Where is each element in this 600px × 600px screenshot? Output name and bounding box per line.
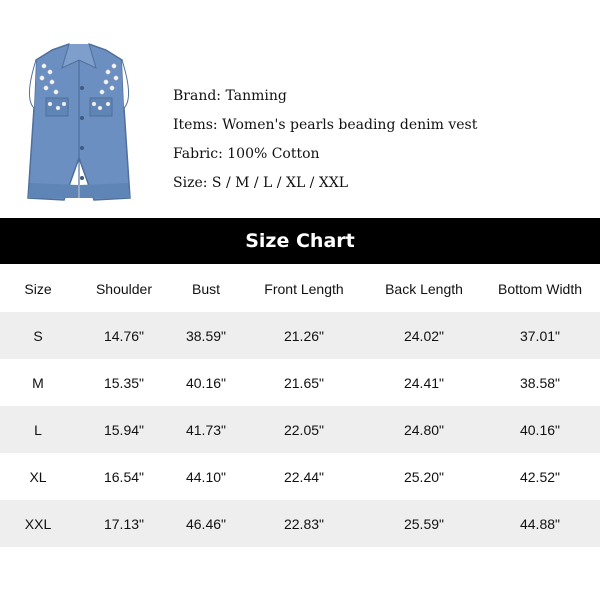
- table-cell: 22.05": [283, 421, 324, 438]
- table-row: [0, 406, 600, 453]
- denim-vest-image: [14, 38, 144, 208]
- table-row: [0, 312, 600, 359]
- table-cell: S: [33, 327, 43, 344]
- table-cell: 22.83": [283, 515, 324, 532]
- table-cell: 22.44": [283, 468, 324, 485]
- table-cell: XL: [29, 468, 47, 485]
- table-cell: 38.58": [519, 374, 560, 391]
- size-chart-banner: [0, 218, 600, 264]
- table-cell: 17.13": [103, 515, 144, 532]
- size-text: Size: S / M / L / XL / XXL: [173, 175, 349, 191]
- table-header-row: [0, 265, 600, 312]
- table-cell: 24.80": [403, 421, 444, 438]
- table-cell: 21.26": [283, 327, 324, 344]
- table-cell: 21.65": [283, 374, 324, 391]
- table-cell: 44.88": [519, 515, 560, 532]
- table-cell: 42.52": [519, 468, 560, 485]
- table-cell: 40.16": [519, 421, 560, 438]
- table-cell: 14.76": [103, 327, 144, 344]
- table-cell: XXL: [24, 515, 52, 532]
- header-bottom-width: Bottom Width: [497, 280, 583, 297]
- table-cell: 37.01": [519, 327, 560, 344]
- header-front-length: Front Length: [264, 280, 344, 297]
- header-back-length: Back Length: [385, 280, 463, 297]
- table-cell: 24.02": [403, 327, 444, 344]
- table-cell: 25.20": [403, 468, 444, 485]
- table-cell: 15.94": [103, 421, 144, 438]
- table-cell: 38.59": [185, 327, 226, 344]
- table-cell: 25.59": [403, 515, 444, 532]
- table-cell: M: [32, 374, 44, 391]
- table-cell: L: [34, 421, 42, 438]
- header-bust: Bust: [191, 280, 220, 297]
- table-cell: 24.41": [403, 374, 444, 391]
- table-cell: 40.16": [185, 374, 226, 391]
- header-shoulder: Shoulder: [95, 280, 153, 297]
- fabric-text: Fabric: 100% Cotton: [173, 146, 320, 162]
- table-cell: 15.35": [103, 374, 144, 391]
- table-cell: 41.73": [185, 421, 226, 438]
- items-text: Items: Women's pearls beading denim vest: [173, 117, 478, 133]
- brand-text: Brand: Tanming: [173, 88, 287, 104]
- product-info: [173, 84, 477, 200]
- table-cell: 44.10": [185, 468, 226, 485]
- table-row: [0, 453, 600, 500]
- table-cell: 46.46": [185, 515, 226, 532]
- table-row: [0, 500, 600, 547]
- table-row: [0, 359, 600, 406]
- header-size: Size: [24, 280, 52, 297]
- size-table: [0, 265, 600, 547]
- table-cell: 16.54": [103, 468, 144, 485]
- size-chart-title: Size Chart: [245, 230, 355, 252]
